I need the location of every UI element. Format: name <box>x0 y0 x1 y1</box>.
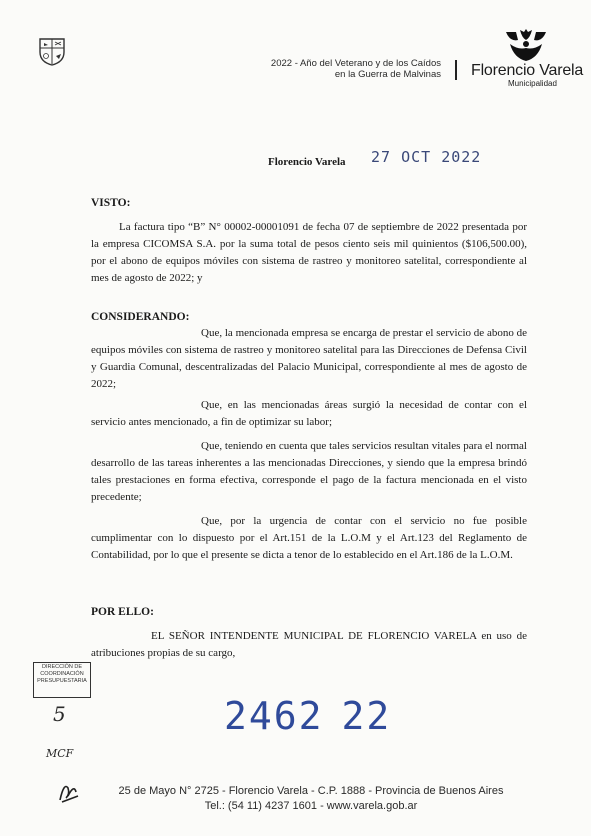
considerando-paragraph-4 <box>91 513 527 564</box>
resolution-year: 22 <box>341 694 392 738</box>
visto-text: La factura tipo “B” N° 00002-00001091 de fecha 07 de septiembre de 2022 presentada por la empresa CICOMSA S.A. por la suma total de pesos ciento seis mil quinientos ($106,500.00), por el abono de equipos móviles con sistema de rastreo y monitoreo satelital, correspondiente al mes de agosto de 2022; y <box>91 221 527 284</box>
footer-contact: Tel.: (54 11) 4237 1601 - www.varela.gob.ar <box>204 800 418 812</box>
document-place: Florencio Varela <box>268 156 346 168</box>
stamp-line3: PRESUPUESTARIA <box>37 678 87 684</box>
visto-paragraph <box>91 219 527 287</box>
stamp-text <box>33 664 91 685</box>
logo-name: Florencio Varela <box>471 62 584 79</box>
stamp-line1: DIRECCIÓN DE <box>41 664 83 670</box>
por-ello-heading: POR ELLO: <box>91 606 154 618</box>
considerando-heading: CONSIDERANDO: <box>91 311 190 323</box>
footer-address: 25 de Mayo N° 2725 - Florencio Varela - C.P. 1888 - Provincia de Buenos Aires <box>118 785 504 797</box>
logo-subtitle: Municipalidad <box>508 79 557 88</box>
considerando-text-1: Que, la mencionada empresa se encarga de prestar el servicio de abono de equipos móviles con sistema de rastreo y monitoreo satelital para las Direcciones de Defensa Civil y Guardia Comunal, descentralizadas del Palacio Municipal, correspondiente al mes de agosto de 2022; <box>91 327 527 390</box>
stamp-line2: COORDINACIÓN <box>40 671 84 677</box>
header-divider <box>455 60 457 80</box>
header-motto <box>221 58 441 80</box>
date-stamp: 27 OCT 2022 <box>371 148 482 166</box>
considerando-text-4: Que, por la urgencia de contar con el servicio no fue posible cumplimentar con lo dispuesto por el Art.151 de la L.O.M y el Art.123 del Reglamento de Contabilidad, por lo que el presente se dicta a tenor de lo establecido en el Art.186 de la L.O.M. <box>91 515 527 561</box>
resolution-number: 2462 <box>224 694 324 738</box>
header-motto-line2: en la Guerra de Malvinas <box>334 69 441 80</box>
considerando-paragraph-3 <box>91 438 527 506</box>
stamp-handwritten-number: 5 <box>53 702 66 726</box>
header-motto-line1: 2022 - Año del Veterano y de los Caídos <box>270 58 441 69</box>
por-ello-text: EL SEÑOR INTENDENTE MUNICIPAL DE FLORENCIO VARELA en uso de atribuciones propias de su cargo, <box>91 630 527 659</box>
visto-heading: VISTO: <box>91 197 131 209</box>
stamp-handwritten-initials: MCF <box>46 747 74 760</box>
considerando-paragraph-1 <box>91 325 527 393</box>
handwritten-signature-icon <box>56 778 80 804</box>
resolution-number-stamp <box>224 694 391 738</box>
considerando-paragraph-2 <box>91 397 527 431</box>
por-ello-paragraph <box>91 628 527 662</box>
considerando-text-3: Que, teniendo en cuenta que tales servicios resultan vitales para el normal desarrollo de las tareas inherentes a las mencionadas Direcciones, y siendo que la empresa brindó tales prestaciones en forma efectiva, corresponde el pago de la factura mencionada en el visto precedente; <box>91 440 527 503</box>
florencio-varela-logo-icon <box>500 28 552 62</box>
considerando-text-2: Que, en las mencionadas áreas surgió la necesidad de contar con el servicio antes mencionado, a fin de optimizar su labor; <box>91 399 527 428</box>
municipal-seal-icon <box>36 36 68 66</box>
